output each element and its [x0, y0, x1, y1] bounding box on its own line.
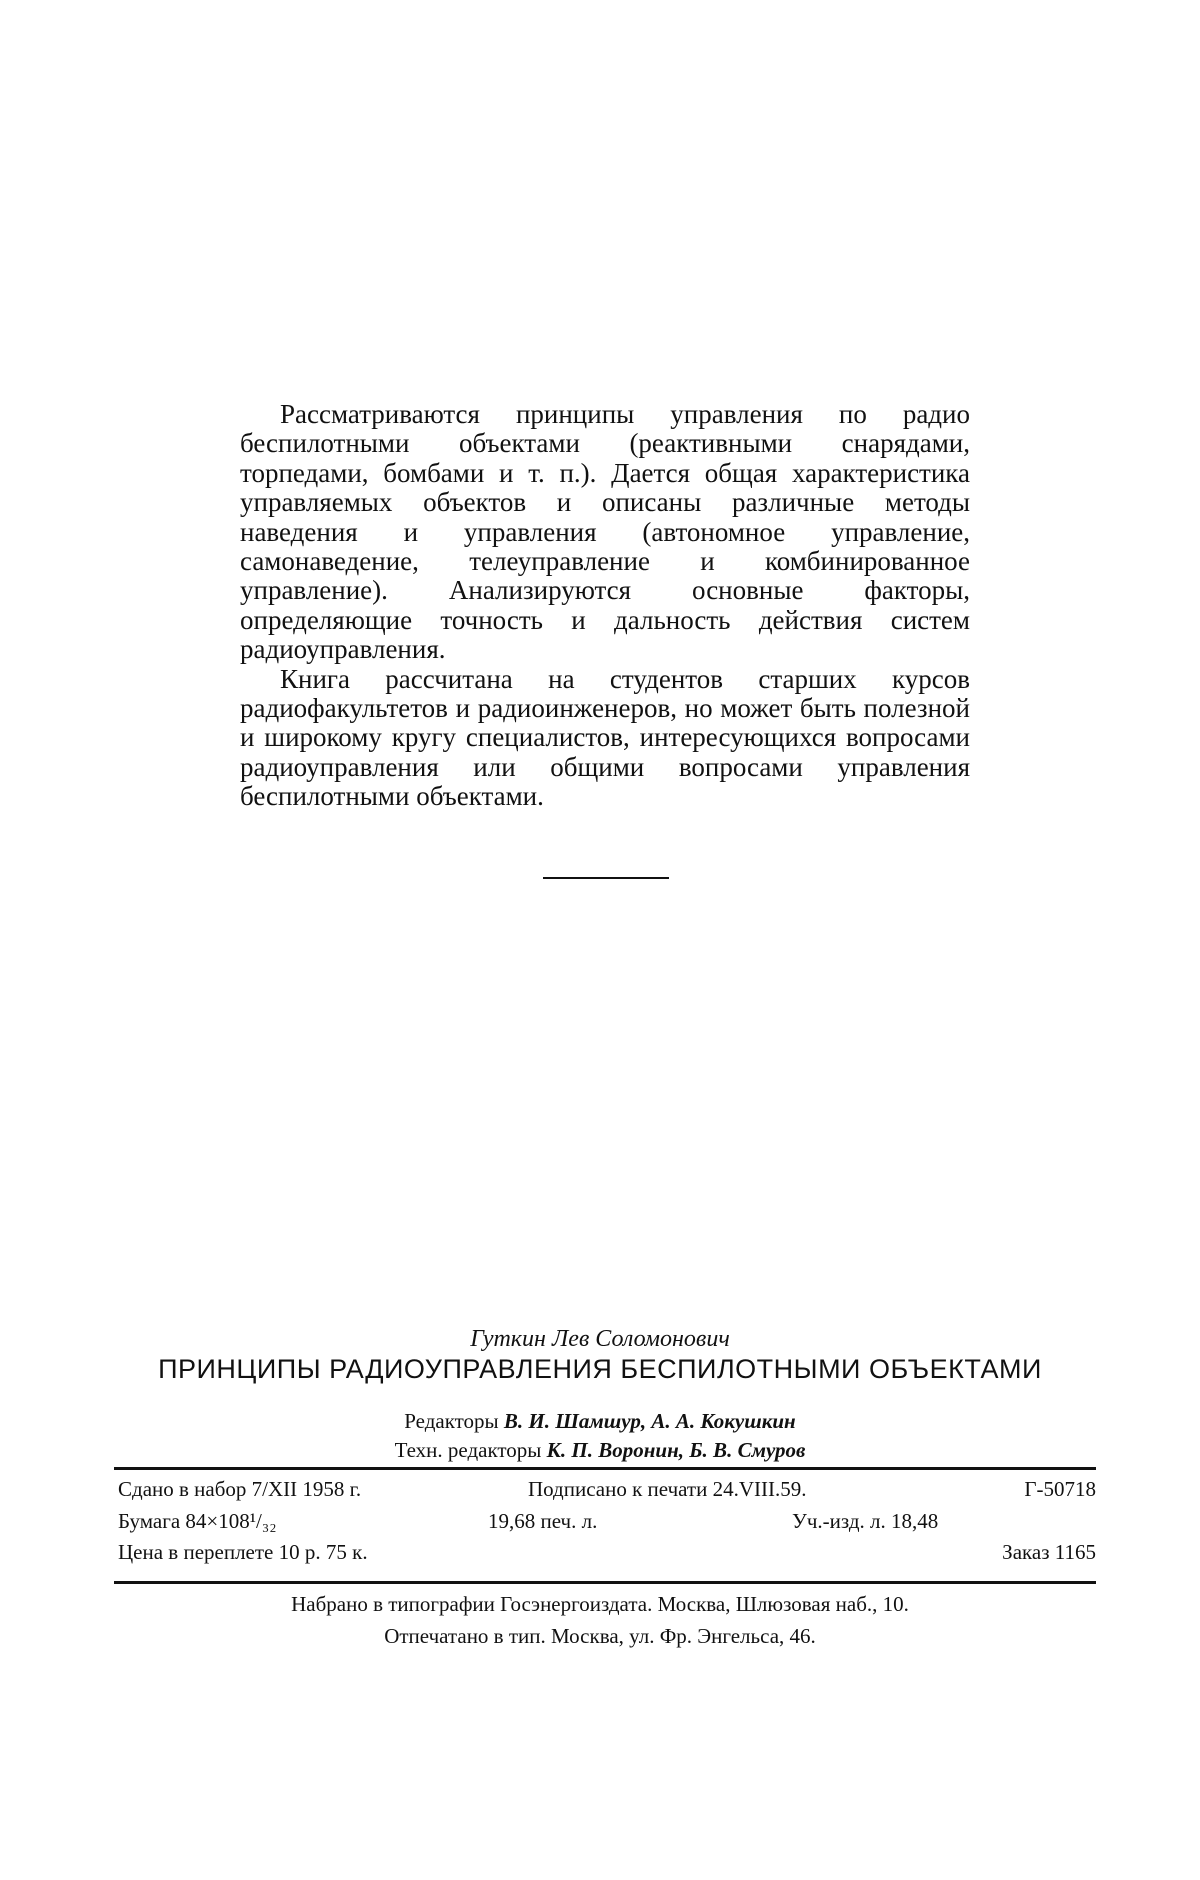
editors-line: [0, 1409, 1200, 1434]
imprint-price: Цена в переплете 10 р. 75 к.: [118, 1540, 368, 1564]
editors-names: В. И. Шамшур, А. А. Кокушкин: [503, 1409, 796, 1433]
imprint-bottom-rule: [114, 1581, 1096, 1584]
imprint-paper: Бумага 84×108¹/₃₂: [118, 1509, 277, 1533]
imprint-publisher-sheets: Уч.-изд. л. 18,48: [792, 1509, 939, 1533]
imprint-print-sheets: 19,68 печ. л.: [488, 1509, 598, 1533]
imprint-typeset-date: Сдано в набор 7/XII 1958 г.: [118, 1477, 362, 1501]
abstract-paragraph-2: Книга рассчитана на студентов старших курсов радиофакультетов и радиоинженеров, но может быть полезной и широкому кругу специалистов, интересующихся вопросами радиоуправления или общими вопросами управления беспилотными объектами.: [240, 663, 970, 812]
imprint-signed-date: Подписано к печати 24.VIII.59.: [528, 1477, 807, 1501]
printed-by-line: Отпечатано в тип. Москва, ул. Фр. Энгельса, 46.: [384, 1624, 816, 1648]
author-name: Гуткин Лев Соломонович: [470, 1326, 730, 1352]
editors-label: Редакторы: [404, 1409, 499, 1433]
tech-editors-names: К. П. Воронин, Б. В. Смуров: [546, 1438, 806, 1462]
book-title: ПРИНЦИПЫ РАДИОУПРАВЛЕНИЯ БЕСПИЛОТНЫМИ ОБЪЕКТАМИ: [158, 1354, 1042, 1384]
tech-editors-line: [0, 1438, 1200, 1463]
typeset-by-line: Набрано в типографии Госэнергоиздата. Москва, Шлюзовая наб., 10.: [291, 1592, 909, 1616]
imprint-top-rule: [114, 1467, 1096, 1470]
imprint-order-number: Заказ 1165: [1002, 1540, 1096, 1564]
imprint-order-code: Г-50718: [1024, 1477, 1096, 1501]
tech-editors-label: Техн. редакторы: [394, 1438, 542, 1462]
abstract-paragraph-1: Рассматриваются принципы управления по радио беспилотными объектами (реактивными снарядами, торпедами, бомбами и т. п.). Дается общая характеристика управляемых объектов и описаны различные методы наведения и управления (автономное управление, самонаведение, телеуправление и комбинированное управление). Анализируются основные факторы, определяющие точность и дальность действия систем радиоуправления.: [240, 399, 970, 665]
separator-rule: [543, 877, 669, 879]
abstract: [240, 400, 970, 812]
